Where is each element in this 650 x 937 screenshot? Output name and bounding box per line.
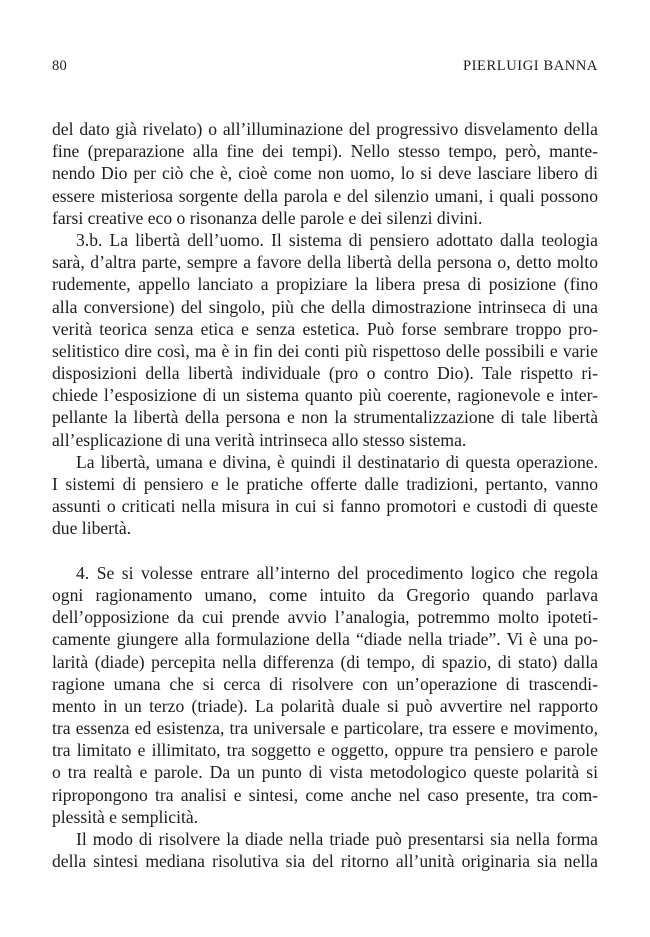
- text-line: rudemente, appello lanciato a propiziare la libera presa di posizione (fino: [52, 274, 598, 295]
- text-line: alla conversione) del singolo, più che della dimostrazione intrinseca di una: [52, 296, 598, 317]
- text-line: farsi creative eco o risonanza delle parole e dei silenzi divini.: [52, 207, 483, 228]
- text-line: nendo Dio per ciò che è, cioè come non uomo, lo si deve lasciare libero di: [52, 163, 598, 184]
- paragraph: [52, 562, 598, 828]
- paragraph: [52, 828, 598, 872]
- text-line: del dato già rivelato) o all’illuminazione del progressivo disvelamento della: [52, 119, 598, 139]
- text-line: larità (diade) percepita nella differenza (di tempo, di spazio, di stato) dalla: [52, 651, 598, 672]
- page-number: 80: [52, 58, 67, 74]
- text-line: all’esplicazione di una verità intrinseca allo stesso sistema.: [52, 429, 467, 450]
- text-line: della sintesi mediana risolutiva sia del ritorno all’unità originaria sia nella: [52, 851, 598, 872]
- text-line: I sistemi di pensiero e le pratiche offerte dalle tradizioni, pertanto, vanno: [52, 474, 598, 494]
- text-line: assunti o criticati nella misura in cui si fanno promotori e custodi di queste: [52, 496, 598, 517]
- paragraph: [52, 118, 598, 229]
- text-line: mento in un terzo (triade). La polarità duale si può avvertire nel rapporto: [52, 695, 598, 716]
- text-line: 3.b. La libertà dell’uomo. Il sistema di pensiero adottato dalla teologia: [76, 229, 598, 250]
- text-line: tra essenza ed esistenza, tra universale e particolare, tra essere e movimento,: [52, 718, 598, 739]
- running-head: PIERLUIGI BANNA: [462, 58, 598, 74]
- text-line: tra limitato e illimitato, tra soggetto e oggetto, oppure tra pensiero e parole: [52, 740, 598, 761]
- text-line: essere misteriosa sorgente della parola e del silenzio umani, i quali possono: [52, 185, 598, 206]
- text-line: o tra realtà e parole. Da un punto di vista metodologico queste polarità si: [52, 762, 598, 783]
- text-line: disposizioni della libertà individuale (pro o contro Dio). Tale rispetto ri-: [52, 363, 598, 384]
- text-line: 4. Se si volesse entrare all’interno del procedimento logico che regola: [76, 562, 598, 583]
- page-header: [52, 58, 598, 78]
- body-text: [52, 118, 598, 872]
- text-line: fine (preparazione alla fine dei tempi). Nello stesso tempo, però, mante-: [52, 141, 598, 162]
- text-line: ogni ragionamento umano, come intuito da Gregorio quando parlava: [52, 584, 598, 605]
- text-line: Il modo di risolvere la diade nella triade può presentarsi sia nella forma: [76, 829, 598, 849]
- section-spacer: [52, 540, 598, 562]
- text-line: ripropongono tra analisi e sintesi, come anche nel caso presente, tra com-: [52, 784, 598, 805]
- text-line: sarà, d’altra parte, sempre a favore della libertà della persona o, detto molto: [52, 252, 598, 273]
- text-line: verità teorica senza etica e senza estetica. Può forse sembrare troppo pro-: [52, 318, 598, 339]
- text-line: chiede l’esposizione di un sistema quanto più coerente, ragionevole e inter-: [52, 385, 598, 406]
- text-line: plessità e semplicità.: [52, 806, 199, 827]
- text-line: pellante la libertà della persona e non la strumentalizzazione di tale libertà: [52, 407, 598, 428]
- text-line: dell’opposizione da cui prende avvio l’analogia, potremmo molto ipoteti-: [52, 607, 598, 628]
- text-line: ragione umana che si cerca di risolvere con un’operazione di trascendi-: [52, 673, 598, 694]
- text-line: La libertà, umana e divina, è quindi il destinatario di questa operazione.: [76, 451, 598, 472]
- text-line: selitistico dire così, ma è in fin dei conti più rispettoso delle possibili e varie: [52, 340, 598, 361]
- text-line: camente giungere alla formulazione della “diade nella triade”. Vi è una po-: [52, 629, 598, 650]
- paragraph: [52, 229, 598, 451]
- paragraph: [52, 451, 598, 540]
- text-line: due libertà.: [52, 518, 132, 539]
